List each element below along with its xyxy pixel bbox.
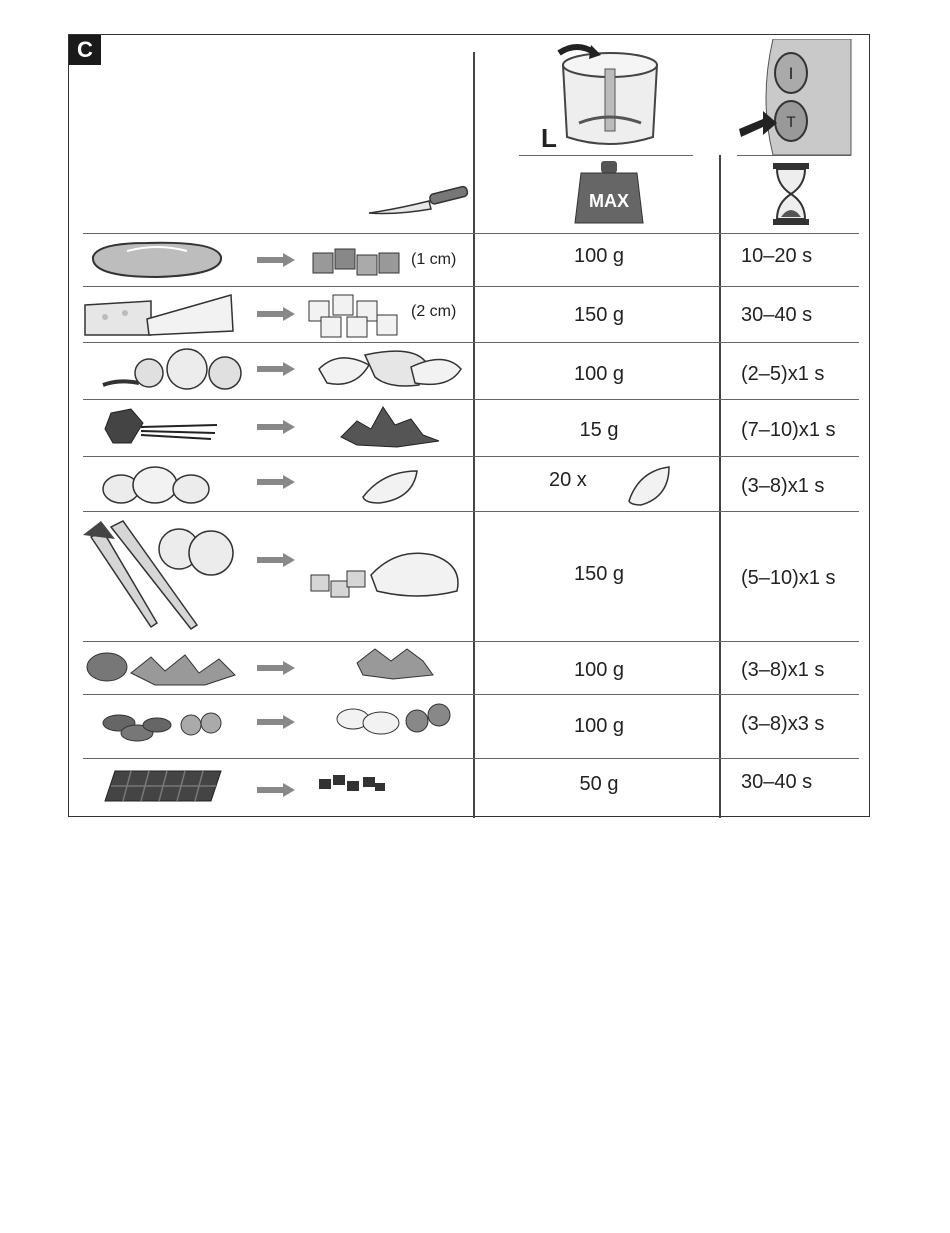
- chocolate-bar-icon: [101, 769, 225, 805]
- row-divider: [83, 694, 859, 695]
- svg-text:I: I: [788, 64, 794, 83]
- chopper-usage-table: [68, 34, 870, 817]
- time-value: (3–8)x1 s: [741, 475, 825, 497]
- speed-buttons-illustration: [733, 39, 853, 157]
- garlic-clove-icon: [359, 467, 421, 505]
- column-header-rule-amount: [519, 155, 693, 156]
- meat-piece-icon: [87, 239, 227, 279]
- knife-icon: [367, 183, 471, 219]
- amount-value: 150 g: [573, 563, 625, 585]
- column-divider-time: [719, 155, 721, 818]
- garlic-clove-icon: [625, 463, 673, 507]
- time-value: (5–10)x1 s: [741, 567, 836, 589]
- onions-icon: [99, 345, 249, 393]
- amount-value: 100 g: [573, 363, 625, 385]
- time-value: (3–8)x1 s: [741, 659, 825, 681]
- amount-value: 15 g: [579, 419, 619, 441]
- row-divider: [83, 399, 859, 400]
- cheese-cubes-icon: [305, 291, 405, 339]
- time-value: (3–8)x3 s: [741, 713, 825, 735]
- arrow-icon: [257, 420, 295, 434]
- amount-value: 100 g: [573, 715, 625, 737]
- chopper-attachment-illustration: [529, 41, 669, 151]
- attachment-label: L: [541, 123, 557, 153]
- max-label: MAX: [589, 191, 629, 211]
- onion-pieces-icon: [315, 347, 465, 391]
- chopped-nuts-icon: [335, 699, 455, 739]
- vegetable-pieces-icon: [307, 545, 467, 601]
- arrow-icon: [257, 715, 295, 729]
- chopped-herbs-icon: [337, 401, 443, 451]
- arrow-icon: [257, 475, 295, 489]
- amount-value: 20 x: [549, 469, 587, 491]
- time-value: (7–10)x1 s: [741, 419, 836, 441]
- carrots-and-onions-icon: [81, 517, 241, 635]
- column-divider-food: [473, 52, 475, 818]
- time-value: 10–20 s: [741, 245, 813, 267]
- row-divider: [83, 456, 859, 457]
- herb-bunch-icon: [101, 403, 221, 453]
- svg-text:T: T: [786, 115, 796, 131]
- arrow-icon: [257, 661, 295, 675]
- time-value: (2–5)x1 s: [741, 363, 825, 385]
- row-divider: [83, 286, 859, 287]
- amount-value: 100 g: [573, 659, 625, 681]
- chopped-greens-icon: [353, 645, 437, 681]
- time-value: 30–40 s: [741, 304, 813, 326]
- meat-cubes-icon: [309, 241, 405, 279]
- arrow-icon: [257, 362, 295, 376]
- arrow-icon: [257, 253, 295, 267]
- chocolate-pieces-icon: [317, 773, 389, 795]
- max-weight-icon: [573, 159, 645, 225]
- size-note: (1 cm): [411, 251, 457, 268]
- figure-label: C: [69, 35, 101, 65]
- amount-value: 50 g: [579, 773, 619, 795]
- hourglass-icon: [771, 161, 811, 227]
- nuts-and-greens-icon: [85, 647, 251, 689]
- time-value: 30–40 s: [741, 771, 813, 793]
- arrow-icon: [257, 783, 295, 797]
- almonds-hazelnuts-icon: [101, 705, 227, 745]
- row-divider: [83, 342, 859, 343]
- row-divider: [83, 511, 859, 512]
- amount-value: 150 g: [573, 304, 625, 326]
- amount-value: 100 g: [573, 245, 625, 267]
- row-divider: [83, 233, 859, 234]
- arrow-icon: [257, 307, 295, 321]
- garlic-bulbs-icon: [99, 461, 211, 507]
- arrow-icon: [257, 553, 295, 567]
- row-divider: [83, 758, 859, 759]
- row-divider: [83, 641, 859, 642]
- cheese-block-icon: [81, 291, 237, 339]
- size-note: (2 cm): [411, 303, 457, 320]
